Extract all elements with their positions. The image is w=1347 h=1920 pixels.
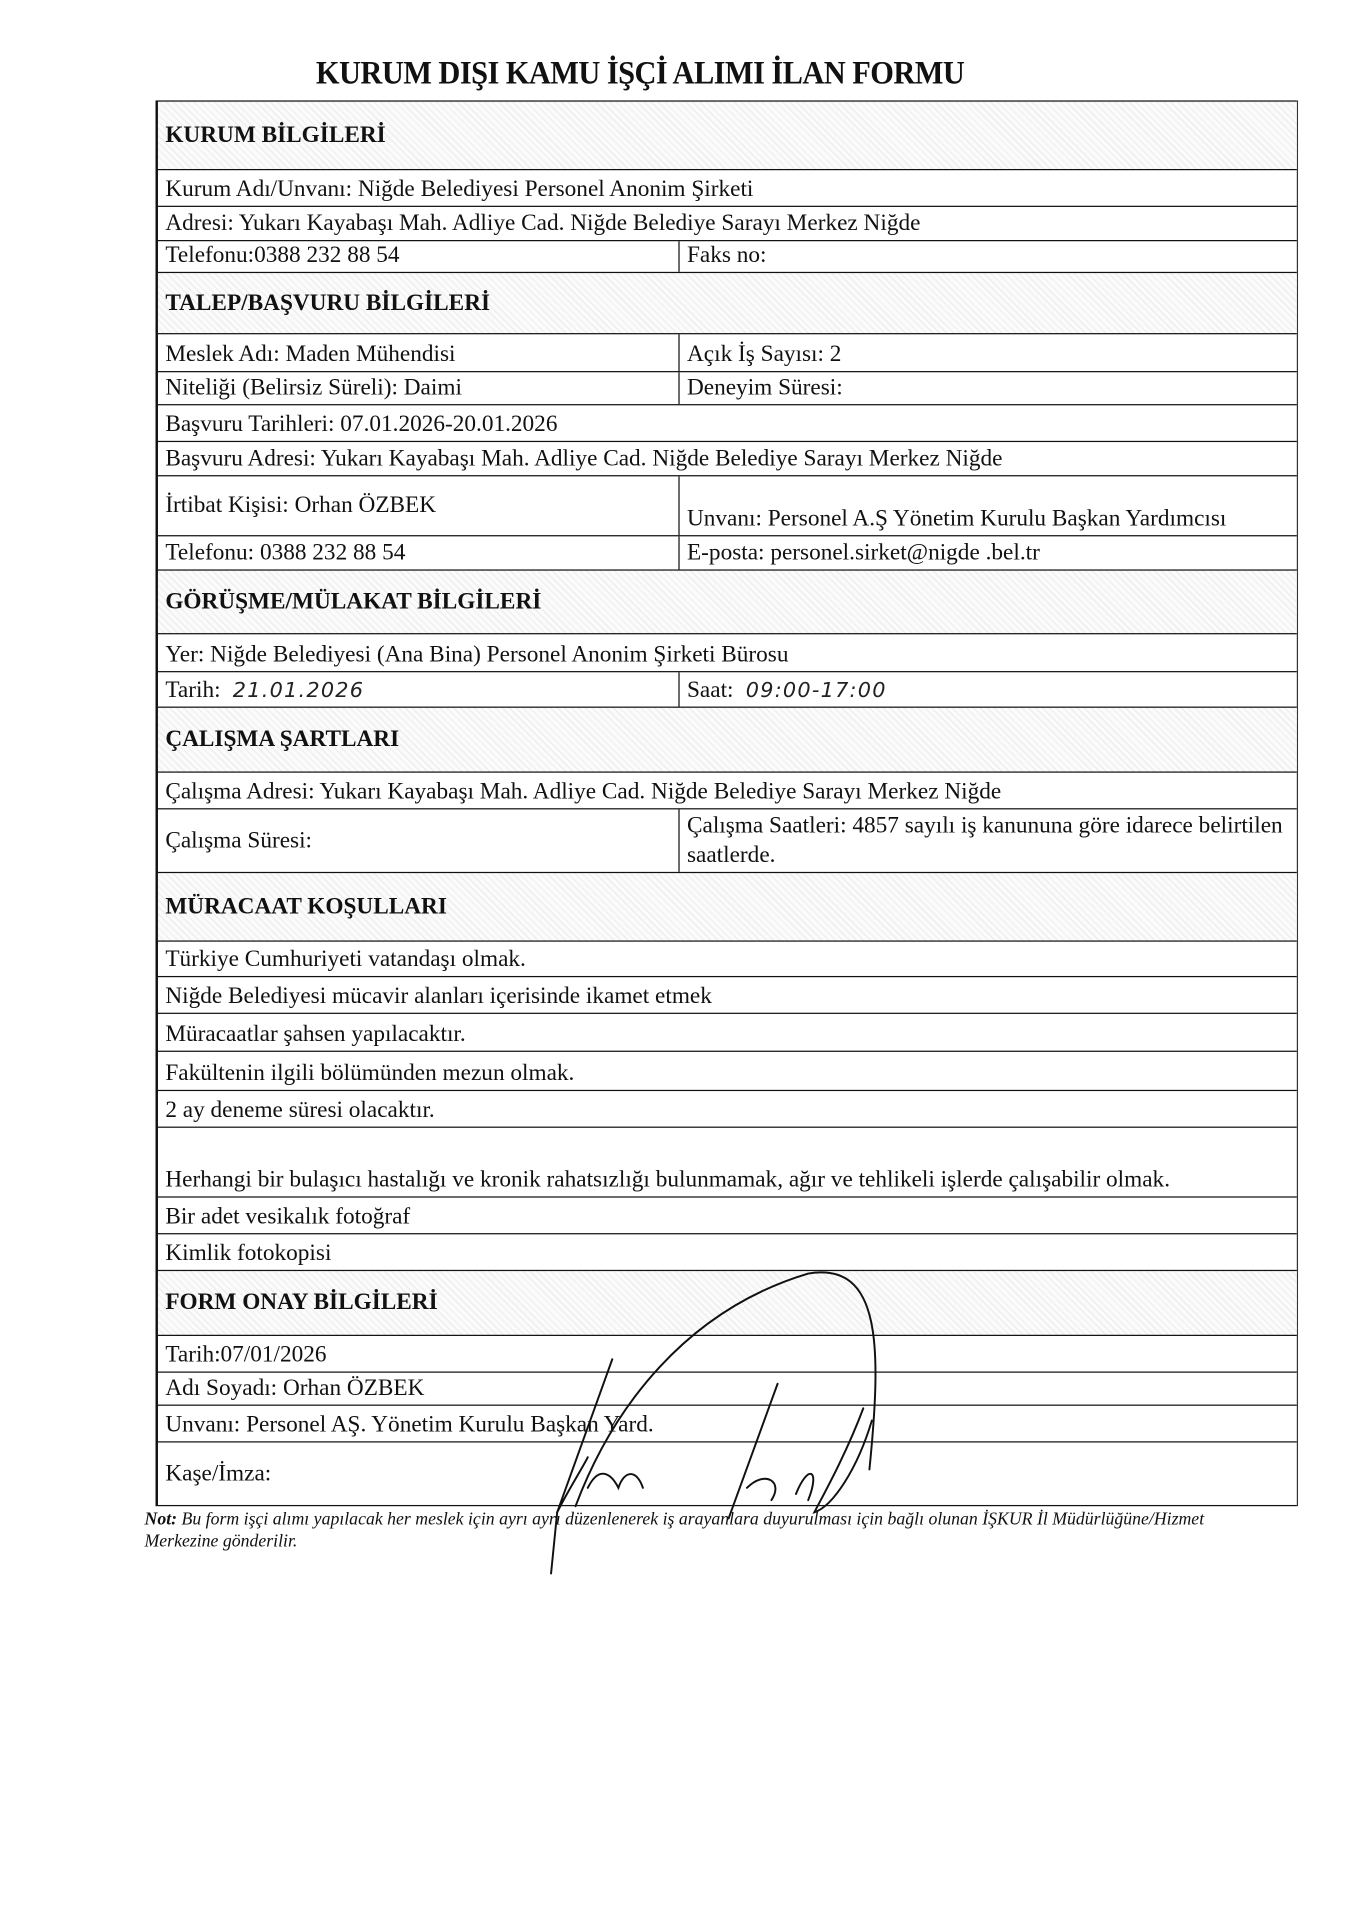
footnote xyxy=(144,1509,1222,1553)
tarih-label: Tarih: xyxy=(165,677,221,703)
kase-imza: Kaşe/İmza: xyxy=(165,1460,272,1486)
gorusme-yer: Yer: Niğde Belediyesi (Ana Bina) Personel Anonim Şirketi Bürosu xyxy=(165,641,789,668)
section-title: TALEP/BAŞVURU BİLGİLERİ xyxy=(165,289,491,316)
calisma-suresi: Çalışma Süresi: xyxy=(158,809,680,871)
kosul-item: Türkiye Cumhuriyeti vatandaşı olmak. xyxy=(165,946,526,973)
kosul-item: Kimlik fotokopisi xyxy=(165,1240,332,1267)
kurum-adi: Kurum Adı/Unvanı: Niğde Belediyesi Personel Anonim Şirketi xyxy=(165,176,754,203)
talep-eposta: E-posta: personel.sirket@nigde .bel.tr xyxy=(686,540,1040,566)
kosul-item: Herhangi bir bulaşıcı hastalığı ve kronik rahatsızlığı bulunmamak, ağır ve tehlikeli işlerde çalışabilir olmak. xyxy=(165,1166,1171,1193)
note-label: Not: xyxy=(144,1509,178,1530)
section-header-kurum xyxy=(158,100,1297,169)
saat-label: Saat: xyxy=(686,677,734,703)
handwritten-date: 21.01.2026 xyxy=(232,678,365,703)
deneyim-suresi: Deneyim Süresi: xyxy=(686,374,843,401)
kurum-telefon: Telefonu:0388 232 88 54 xyxy=(158,241,680,272)
section-header-onay xyxy=(158,1270,1297,1335)
section-header-talep xyxy=(158,272,1297,333)
kurum-faks: Faks no: xyxy=(686,242,767,269)
calisma-saatleri: Çalışma Saatleri: 4857 sayılı iş kanununa göre idarece belirtilen saatlerde. xyxy=(686,813,1283,869)
section-title: FORM ONAY BİLGİLERİ xyxy=(165,1289,438,1316)
basvuru-tarihleri: Başvuru Tarihleri: 07.01.2026-20.01.2026 xyxy=(165,411,558,438)
irtibat-unvan: Unvanı: Personel A.Ş Yönetim Kurulu Başkan Yardımcısı xyxy=(686,505,1227,532)
kosul-item: Fakültenin ilgili bölümünden mezun olmak. xyxy=(165,1060,575,1087)
meslek-adi: Meslek Adı: Maden Mühendisi xyxy=(158,334,680,371)
section-header-calisma xyxy=(158,707,1297,772)
irtibat-kisisi: İrtibat Kişisi: Orhan ÖZBEK xyxy=(158,476,680,535)
kurum-adres: Adresi: Yukarı Kayabaşı Mah. Adliye Cad. Niğde Belediye Sarayı Merkez Niğde xyxy=(165,210,921,237)
section-title: ÇALIŞMA ŞARTLARI xyxy=(165,726,400,752)
onay-adi: Adı Soyadı: Orhan ÖZBEK xyxy=(165,1375,425,1401)
kosul-item: Niğde Belediyesi mücavir alanları içerisinde ikamet etmek xyxy=(165,983,712,1010)
page-title: KURUM DIŞI KAMU İŞÇİ ALIMI İLAN FORMU xyxy=(315,53,965,91)
onay-tarih: Tarih:07/01/2026 xyxy=(165,1342,327,1368)
basvuru-adresi: Başvuru Adresi: Yukarı Kayabaşı Mah. Adliye Cad. Niğde Belediye Sarayı Merkez Niğde xyxy=(165,445,1003,472)
talep-telefon: Telefonu: 0388 232 88 54 xyxy=(158,536,680,569)
section-title: KURUM BİLGİLERİ xyxy=(165,121,386,148)
niteligi: Niteliği (Belirsiz Süreli): Daimi xyxy=(158,372,680,404)
section-header-gorusme xyxy=(158,569,1297,633)
kosul-item: Bir adet vesikalık fotoğraf xyxy=(165,1203,411,1230)
section-title: GÖRÜŞME/MÜLAKAT BİLGİLERİ xyxy=(165,588,542,615)
acik-is-sayisi: Açık İş Sayısı: 2 xyxy=(686,341,842,368)
note-text: Bu form işçi alımı yapılacak her meslek için ayrı ayrı düzenlenerek iş arayanlara duyurulması için bağlı olunan İŞKUR İl Müdürlüğüne/Hizmet Merkezine gönderilir. xyxy=(144,1509,1205,1552)
kosul-item: Müracaatlar şahsen yapılacaktır. xyxy=(165,1021,466,1047)
section-title: MÜRACAAT KOŞULLARI xyxy=(165,893,447,920)
gorusme-saat xyxy=(680,672,1297,706)
onay-unvan: Unvanı: Personel AŞ. Yönetim Kurulu Başkan Yard. xyxy=(165,1411,654,1438)
gorusme-tarih xyxy=(158,672,680,706)
kosul-item: 2 ay deneme süresi olacaktır. xyxy=(165,1097,435,1123)
handwritten-time: 09:00-17:00 xyxy=(745,678,887,703)
announcement-form xyxy=(156,100,1299,1506)
calisma-adresi: Çalışma Adresi: Yukarı Kayabaşı Mah. Adliye Cad. Niğde Belediye Sarayı Merkez Niğde xyxy=(165,778,1002,805)
section-header-muracaat xyxy=(158,872,1297,941)
